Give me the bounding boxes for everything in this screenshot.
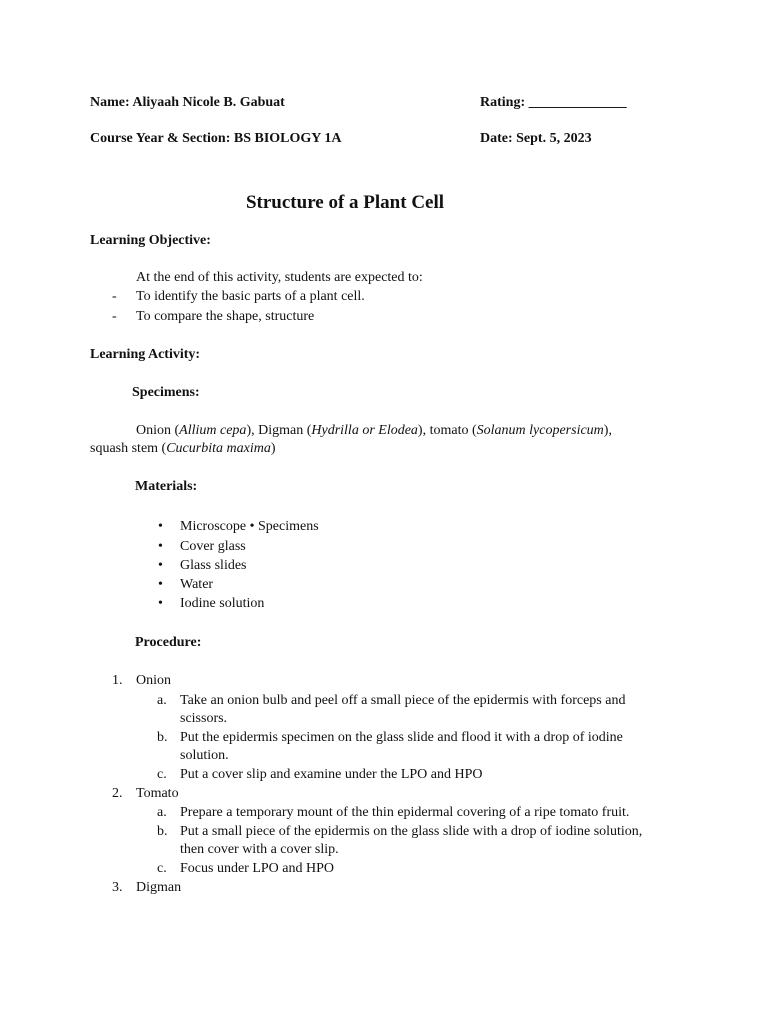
step-title: Tomato: [136, 786, 179, 801]
substep-marker: c.: [157, 767, 167, 782]
substep-text: Put a small piece of the epidermis on the glass slide with a drop of iodine solution,: [180, 824, 643, 839]
student-name: Name: Aliyaah Nicole B. Gabuat: [90, 95, 285, 110]
objective-item: To compare the shape, structure: [136, 309, 315, 324]
bullet: •: [158, 577, 163, 592]
material-item: Iodine solution: [180, 596, 265, 611]
substep-marker: b.: [157, 730, 168, 745]
specimens-text-line: [90, 440, 276, 458]
substep-text: Focus under LPO and HPO: [180, 861, 334, 876]
bullet: •: [158, 558, 163, 573]
dash-marker: -: [112, 309, 117, 324]
scientific-name: Cucurbita maxima: [166, 441, 271, 456]
step-number: 2.: [112, 786, 123, 801]
course-section: Course Year & Section: BS BIOLOGY 1A: [90, 131, 342, 146]
scientific-name: Solanum lycopersicum: [476, 423, 604, 438]
bullet: •: [158, 519, 163, 534]
substep-text: Put a cover slip and examine under the LPO and HPO: [180, 767, 483, 782]
specimen-text: ), tomato (: [417, 423, 477, 438]
materials-heading: Materials:: [135, 479, 198, 494]
specimens-text-line: [136, 422, 612, 440]
material-item: Glass slides: [180, 558, 247, 573]
substep-text: Put the epidermis specimen on the glass slide and flood it with a drop of iodine: [180, 730, 623, 745]
specimens-heading: Specimens:: [132, 385, 200, 400]
specimen-text: ): [270, 441, 276, 456]
material-item: Water: [180, 577, 214, 592]
substep-marker: a.: [157, 805, 167, 820]
bullet: •: [158, 539, 163, 554]
scientific-name: Hydrilla or Elodea: [311, 423, 418, 438]
substep-marker: b.: [157, 824, 168, 839]
bullet: •: [158, 596, 163, 611]
substep-text: Prepare a temporary mount of the thin epidermal covering of a ripe tomato fruit.: [180, 805, 630, 820]
step-number: 3.: [112, 880, 123, 895]
substep-text: Take an onion bulb and peel off a small piece of the epidermis with forceps and: [180, 693, 626, 708]
substep-marker: a.: [157, 693, 167, 708]
dash-marker: -: [112, 289, 117, 304]
rating-field: Rating: ______________: [480, 95, 627, 110]
step-title: Onion: [136, 673, 171, 688]
scientific-name: Allium cepa: [179, 423, 247, 438]
substep-text: scissors.: [180, 711, 228, 726]
substep-marker: c.: [157, 861, 167, 876]
objective-item: To identify the basic parts of a plant cell.: [136, 289, 365, 304]
specimen-text: Onion (: [136, 423, 180, 438]
document-title: Structure of a Plant Cell: [245, 192, 445, 213]
material-item: Microscope • Specimens: [180, 519, 319, 534]
substep-text: then cover with a cover slip.: [180, 842, 339, 857]
date: Date: Sept. 5, 2023: [480, 131, 592, 146]
learning-objective-heading: Learning Objective:: [90, 233, 211, 248]
step-number: 1.: [112, 673, 123, 688]
material-item: Cover glass: [180, 539, 246, 554]
learning-activity-heading: Learning Activity:: [90, 347, 201, 362]
procedure-heading: Procedure:: [135, 635, 202, 650]
substep-text: solution.: [180, 748, 229, 763]
objective-intro: At the end of this activity, students are expected to:: [136, 270, 423, 285]
specimen-text: ),: [603, 423, 612, 438]
specimen-text: ), Digman (: [246, 423, 312, 438]
specimen-text: squash stem (: [90, 441, 167, 456]
step-title: Digman: [136, 880, 182, 895]
